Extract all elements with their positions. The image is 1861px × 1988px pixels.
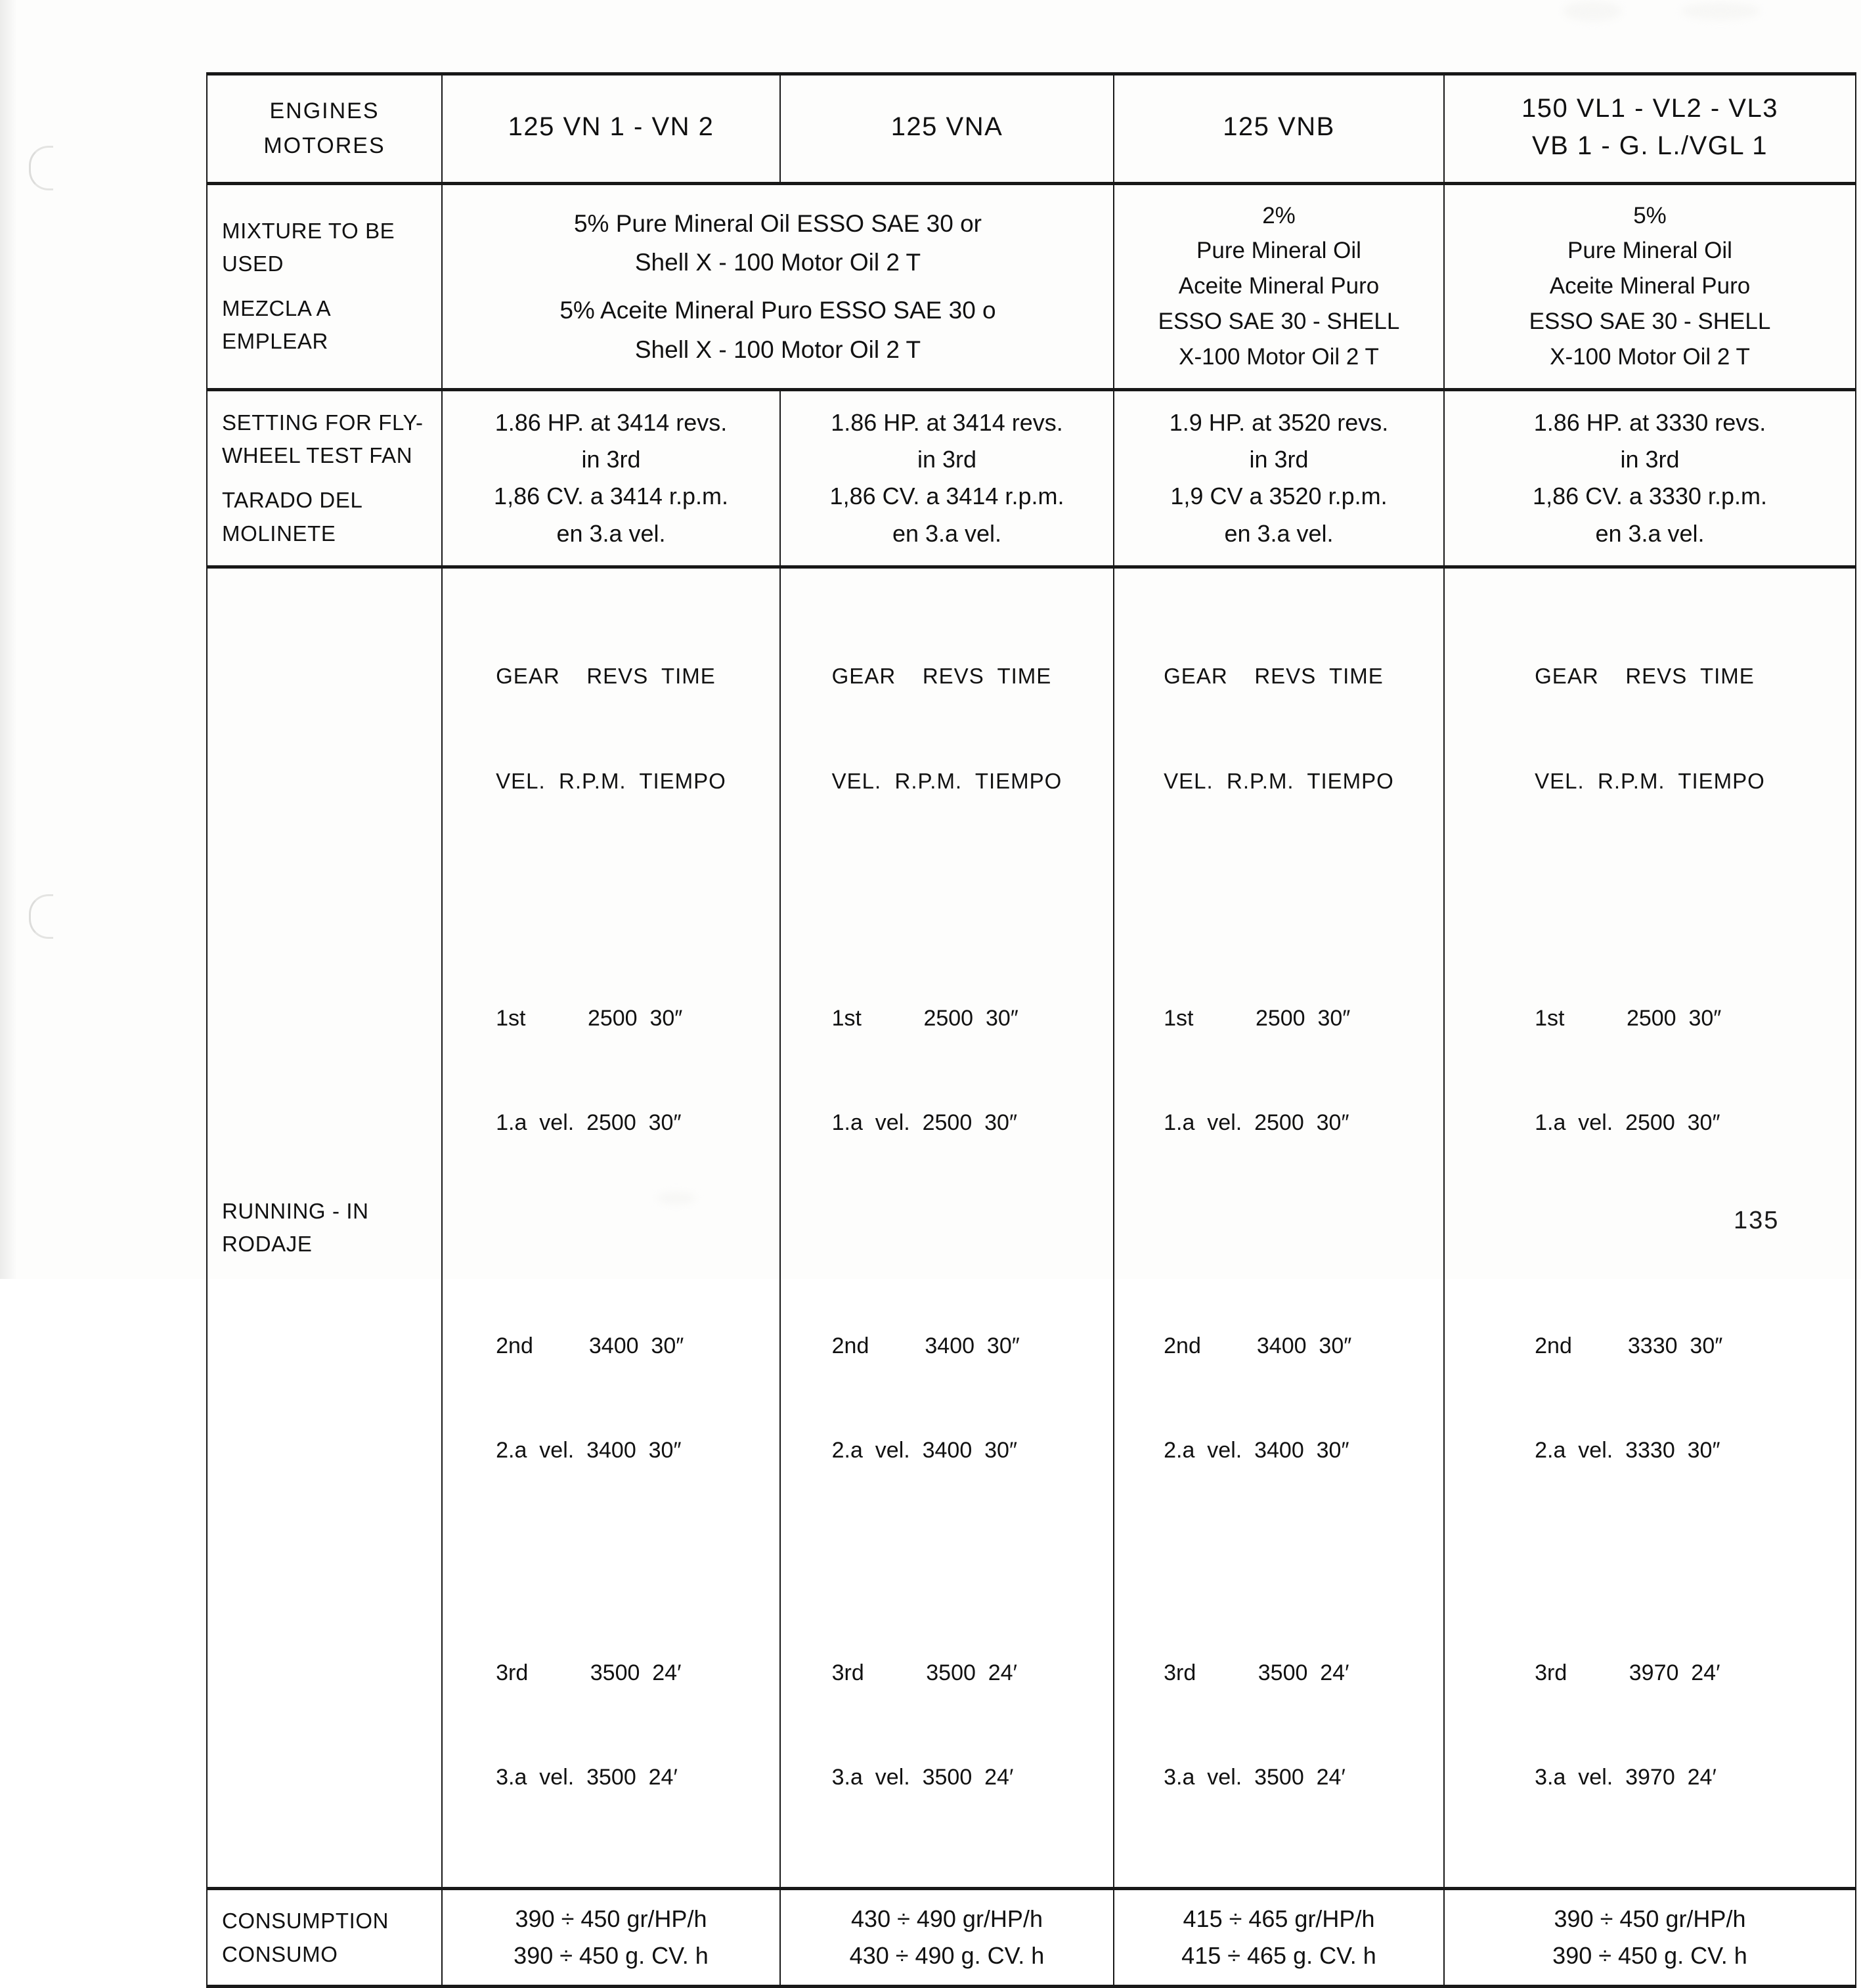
cell-mixture-vn-vna: [442, 183, 1114, 389]
row-label-running-in-l2: RODAJE: [222, 1231, 313, 1256]
row-label-consumption-l1: CONSUMPTION: [222, 1909, 389, 1934]
mixture-b-l4: ESSO SAE 30 - SHELL: [1158, 309, 1400, 335]
header-col-125-vna: [780, 74, 1114, 184]
page-number: 135: [1734, 1207, 1780, 1234]
gear-2nd-es-col1: 2.a vel. 3400 30″: [496, 1437, 682, 1463]
table-row-mixture: [207, 183, 1856, 389]
gear-row-3rd-col2: [832, 1586, 1062, 1865]
gear-1st-es-col2: 1.a vel. 2500 30″: [831, 1110, 1017, 1136]
mixture-a-l5: Shell X - 100 Motor Oil 2 T: [634, 335, 921, 363]
page-left-edge-shadow: [0, 0, 17, 1279]
gear-row-2nd-col4: [1535, 1259, 1765, 1538]
header-label-line-en: ENGINES: [269, 98, 380, 124]
binder-punch-hole-top: [29, 146, 53, 190]
row-label-consumption: [207, 1889, 442, 1987]
scan-artifact-top-right: [1563, 1, 1622, 21]
gear-1st-en-col1: 1st 2500 30″: [496, 1006, 683, 1031]
gear-row-3rd-col3: [1164, 1586, 1394, 1865]
mixture-b-l5: X-100 Motor Oil 2 T: [1179, 344, 1379, 370]
running-in-block-4: [1535, 588, 1765, 1865]
setting-4-l1: 1.86 HP. at 3330 revs.: [1533, 409, 1766, 437]
gear-row-3rd-col4: [1535, 1586, 1765, 1865]
gear-2nd-es-col3: 2.a vel. 3400 30″: [1164, 1437, 1349, 1463]
mixture-b-l3: Aceite Mineral Puro: [1178, 273, 1380, 299]
setting-3-l4: en 3.a vel.: [1224, 519, 1334, 547]
gear-row-1st-col3: [1164, 932, 1394, 1210]
running-in-subheader-4: [1535, 588, 1765, 869]
running-in-subheader-3-es: VEL. R.P.M. TIEMPO: [1164, 768, 1394, 793]
gear-3rd-es-col2: 3.a vel. 3500 24′: [831, 1764, 1014, 1790]
gear-row-1st-col1: [496, 932, 726, 1210]
row-label-setting: [207, 390, 442, 567]
gear-3rd-es-col1: 3.a vel. 3500 24′: [496, 1764, 678, 1790]
row-label-mixture-l5: EMPLEAR: [222, 329, 328, 354]
consumption-4-es: 390 ÷ 450 g. CV. h: [1552, 1942, 1747, 1970]
cell-setting-vna: [780, 390, 1114, 567]
setting-4-l2: in 3rd: [1620, 446, 1680, 473]
mixture-b-l1: 2%: [1262, 202, 1296, 228]
row-label-consumption-l2: CONSUMO: [222, 1942, 338, 1967]
cell-running-in-vna: [780, 567, 1114, 1888]
cell-running-in-vnb: [1114, 567, 1444, 1888]
setting-2-l3: 1,86 CV. a 3414 r.p.m.: [829, 483, 1064, 510]
header-col-2-line1: 125 VNA: [890, 112, 1003, 142]
table-row-running-in: [207, 567, 1856, 1888]
header-col-4-line2: VB 1 - G. L./VGL 1: [1532, 131, 1768, 160]
engine-specifications-table: [206, 72, 1856, 1988]
gear-3rd-es-col4: 3.a vel. 3970 24′: [1535, 1764, 1717, 1790]
cell-mixture-vnb: [1114, 183, 1444, 389]
setting-3-l3: 1,9 CV a 3520 r.p.m.: [1170, 483, 1388, 510]
cell-consumption-vna: [780, 1889, 1114, 1987]
setting-4-l3: 1,86 CV. a 3330 r.p.m.: [1533, 483, 1767, 510]
cell-consumption-vnb: [1114, 1889, 1444, 1987]
row-label-setting-l2: WHEEL TEST FAN: [222, 443, 413, 468]
gear-row-2nd-col3: [1164, 1259, 1394, 1538]
table-header-row: [207, 74, 1856, 184]
row-label-mixture-l1: MIXTURE TO BE: [222, 219, 395, 243]
gear-row-2nd-col2: [832, 1259, 1062, 1538]
scan-artifact-top-right-2: [1681, 3, 1760, 20]
cell-consumption-vn1-vn2: [442, 1889, 780, 1987]
gear-2nd-en-col4: 2nd 3330 30″: [1535, 1333, 1723, 1358]
setting-1-l2: in 3rd: [581, 446, 641, 473]
running-in-subheader-4-en: GEAR REVS TIME: [1535, 663, 1755, 688]
gear-1st-en-col3: 1st 2500 30″: [1164, 1006, 1351, 1031]
gear-1st-en-col2: 1st 2500 30″: [831, 1006, 1018, 1031]
table-row-consumption: [207, 1889, 1856, 1987]
setting-1-l1: 1.86 HP. at 3414 revs.: [494, 409, 728, 437]
cell-setting-150vl: [1444, 390, 1856, 567]
running-in-subheader-2-es: VEL. R.P.M. TIEMPO: [831, 768, 1062, 793]
gear-row-1st-col4: [1535, 932, 1765, 1210]
header-col-3-line1: 125 VNB: [1223, 112, 1335, 142]
table-row-setting: [207, 390, 1856, 567]
setting-2-l4: en 3.a vel.: [892, 519, 1002, 547]
row-label-mixture: [207, 183, 442, 389]
mixture-c-l5: X-100 Motor Oil 2 T: [1550, 344, 1750, 370]
header-col-1-line1: 125 VN 1 - VN 2: [508, 112, 714, 142]
row-label-setting-l1: SETTING FOR FLY-: [222, 410, 424, 435]
setting-2-l2: in 3rd: [917, 446, 977, 473]
header-label-engines: [207, 74, 442, 184]
running-in-subheader-1: [496, 588, 726, 869]
setting-1-l3: 1,86 CV. a 3414 r.p.m.: [494, 483, 728, 510]
header-col-150-vl: [1444, 74, 1856, 184]
gear-2nd-en-col2: 2nd 3400 30″: [831, 1333, 1020, 1358]
mixture-a-spacer: [449, 282, 1106, 291]
gear-3rd-en-col2: 3rd 3500 24′: [831, 1660, 1017, 1685]
gear-1st-en-col4: 1st 2500 30″: [1535, 1006, 1722, 1031]
running-in-subheader-3-en: GEAR REVS TIME: [1164, 663, 1384, 688]
gear-3rd-en-col3: 3rd 3500 24′: [1164, 1660, 1349, 1685]
gear-2nd-es-col4: 2.a vel. 3330 30″: [1535, 1437, 1720, 1463]
running-in-subheader-1-en: GEAR REVS TIME: [496, 663, 716, 688]
gear-2nd-es-col2: 2.a vel. 3400 30″: [831, 1437, 1017, 1463]
row-label-mixture-spacer: [222, 280, 441, 292]
mixture-c-l3: Aceite Mineral Puro: [1549, 273, 1751, 299]
running-in-subheader-2-en: GEAR REVS TIME: [831, 663, 1052, 688]
header-label-line-es: MOTORES: [263, 133, 385, 158]
consumption-3-en: 415 ÷ 465 gr/HP/h: [1183, 1905, 1375, 1933]
cell-mixture-150vl: [1444, 183, 1856, 389]
gear-row-3rd-col1: [496, 1586, 726, 1865]
header-col-4-line1: 150 VL1 - VL2 - VL3: [1522, 94, 1778, 123]
row-label-setting-spacer: [222, 472, 441, 484]
mixture-c-l2: Pure Mineral Oil: [1567, 238, 1732, 264]
gear-1st-es-col1: 1.a vel. 2500 30″: [496, 1110, 682, 1136]
mixture-b-l2: Pure Mineral Oil: [1196, 238, 1361, 264]
row-label-setting-l5: MOLINETE: [222, 521, 336, 546]
consumption-2-es: 430 ÷ 490 g. CV. h: [849, 1942, 1045, 1970]
mixture-a-l2: Shell X - 100 Motor Oil 2 T: [634, 249, 921, 276]
row-label-setting-l4: TARADO DEL: [222, 488, 363, 513]
running-in-block-2: [832, 588, 1062, 1865]
header-col-125-vn1-vn2: [442, 74, 780, 184]
gear-row-2nd-col1: [496, 1259, 726, 1538]
consumption-2-en: 430 ÷ 490 gr/HP/h: [851, 1905, 1043, 1933]
row-label-running-in: [207, 567, 442, 1888]
running-in-subheader-4-es: VEL. R.P.M. TIEMPO: [1535, 768, 1765, 793]
mixture-a-l4: 5% Aceite Mineral Puro ESSO SAE 30 o: [559, 297, 996, 324]
gear-3rd-en-col4: 3rd 3970 24′: [1535, 1660, 1720, 1685]
setting-2-l1: 1.86 HP. at 3414 revs.: [831, 409, 1063, 437]
cell-running-in-150vl: [1444, 567, 1856, 1888]
setting-1-l4: en 3.a vel.: [556, 519, 666, 547]
row-label-mixture-l4: MEZCLA A: [222, 296, 332, 321]
header-col-125-vnb: [1114, 74, 1444, 184]
running-in-subheader-2: [832, 588, 1062, 869]
gear-2nd-en-col1: 2nd 3400 30″: [496, 1333, 684, 1358]
mixture-c-l4: ESSO SAE 30 - SHELL: [1529, 309, 1771, 335]
cell-consumption-150vl: [1444, 1889, 1856, 1987]
running-in-subheader-3: [1164, 588, 1394, 869]
row-label-running-in-l1: RUNNING - IN: [222, 1198, 369, 1223]
mixture-a-l1: 5% Pure Mineral Oil ESSO SAE 30 or: [573, 209, 982, 237]
gear-row-1st-col2: [832, 932, 1062, 1210]
cell-setting-vn1-vn2: [442, 390, 780, 567]
row-label-mixture-l2: USED: [222, 251, 284, 276]
running-in-subheader-1-es: VEL. R.P.M. TIEMPO: [496, 768, 726, 793]
gear-1st-es-col4: 1.a vel. 2500 30″: [1535, 1110, 1720, 1136]
running-in-block-1: [496, 588, 726, 1865]
setting-3-l1: 1.9 HP. at 3520 revs.: [1169, 409, 1389, 437]
running-in-block-3: [1164, 588, 1394, 1865]
consumption-3-es: 415 ÷ 465 g. CV. h: [1181, 1942, 1376, 1970]
cell-setting-vnb: [1114, 390, 1444, 567]
setting-3-l2: in 3rd: [1249, 446, 1309, 473]
gear-3rd-en-col1: 3rd 3500 24′: [496, 1660, 682, 1685]
consumption-1-en: 390 ÷ 450 gr/HP/h: [515, 1905, 707, 1933]
gear-1st-es-col3: 1.a vel. 2500 30″: [1164, 1110, 1349, 1136]
mixture-c-l1: 5%: [1633, 202, 1667, 228]
setting-4-l4: en 3.a vel.: [1595, 519, 1705, 547]
gear-2nd-en-col3: 2nd 3400 30″: [1164, 1333, 1352, 1358]
cell-running-in-vn1-vn2: [442, 567, 780, 1888]
consumption-1-es: 390 ÷ 450 g. CV. h: [514, 1942, 709, 1970]
binder-punch-hole-bottom: [29, 894, 53, 939]
consumption-4-en: 390 ÷ 450 gr/HP/h: [1554, 1905, 1746, 1933]
gear-3rd-es-col3: 3.a vel. 3500 24′: [1164, 1764, 1346, 1790]
